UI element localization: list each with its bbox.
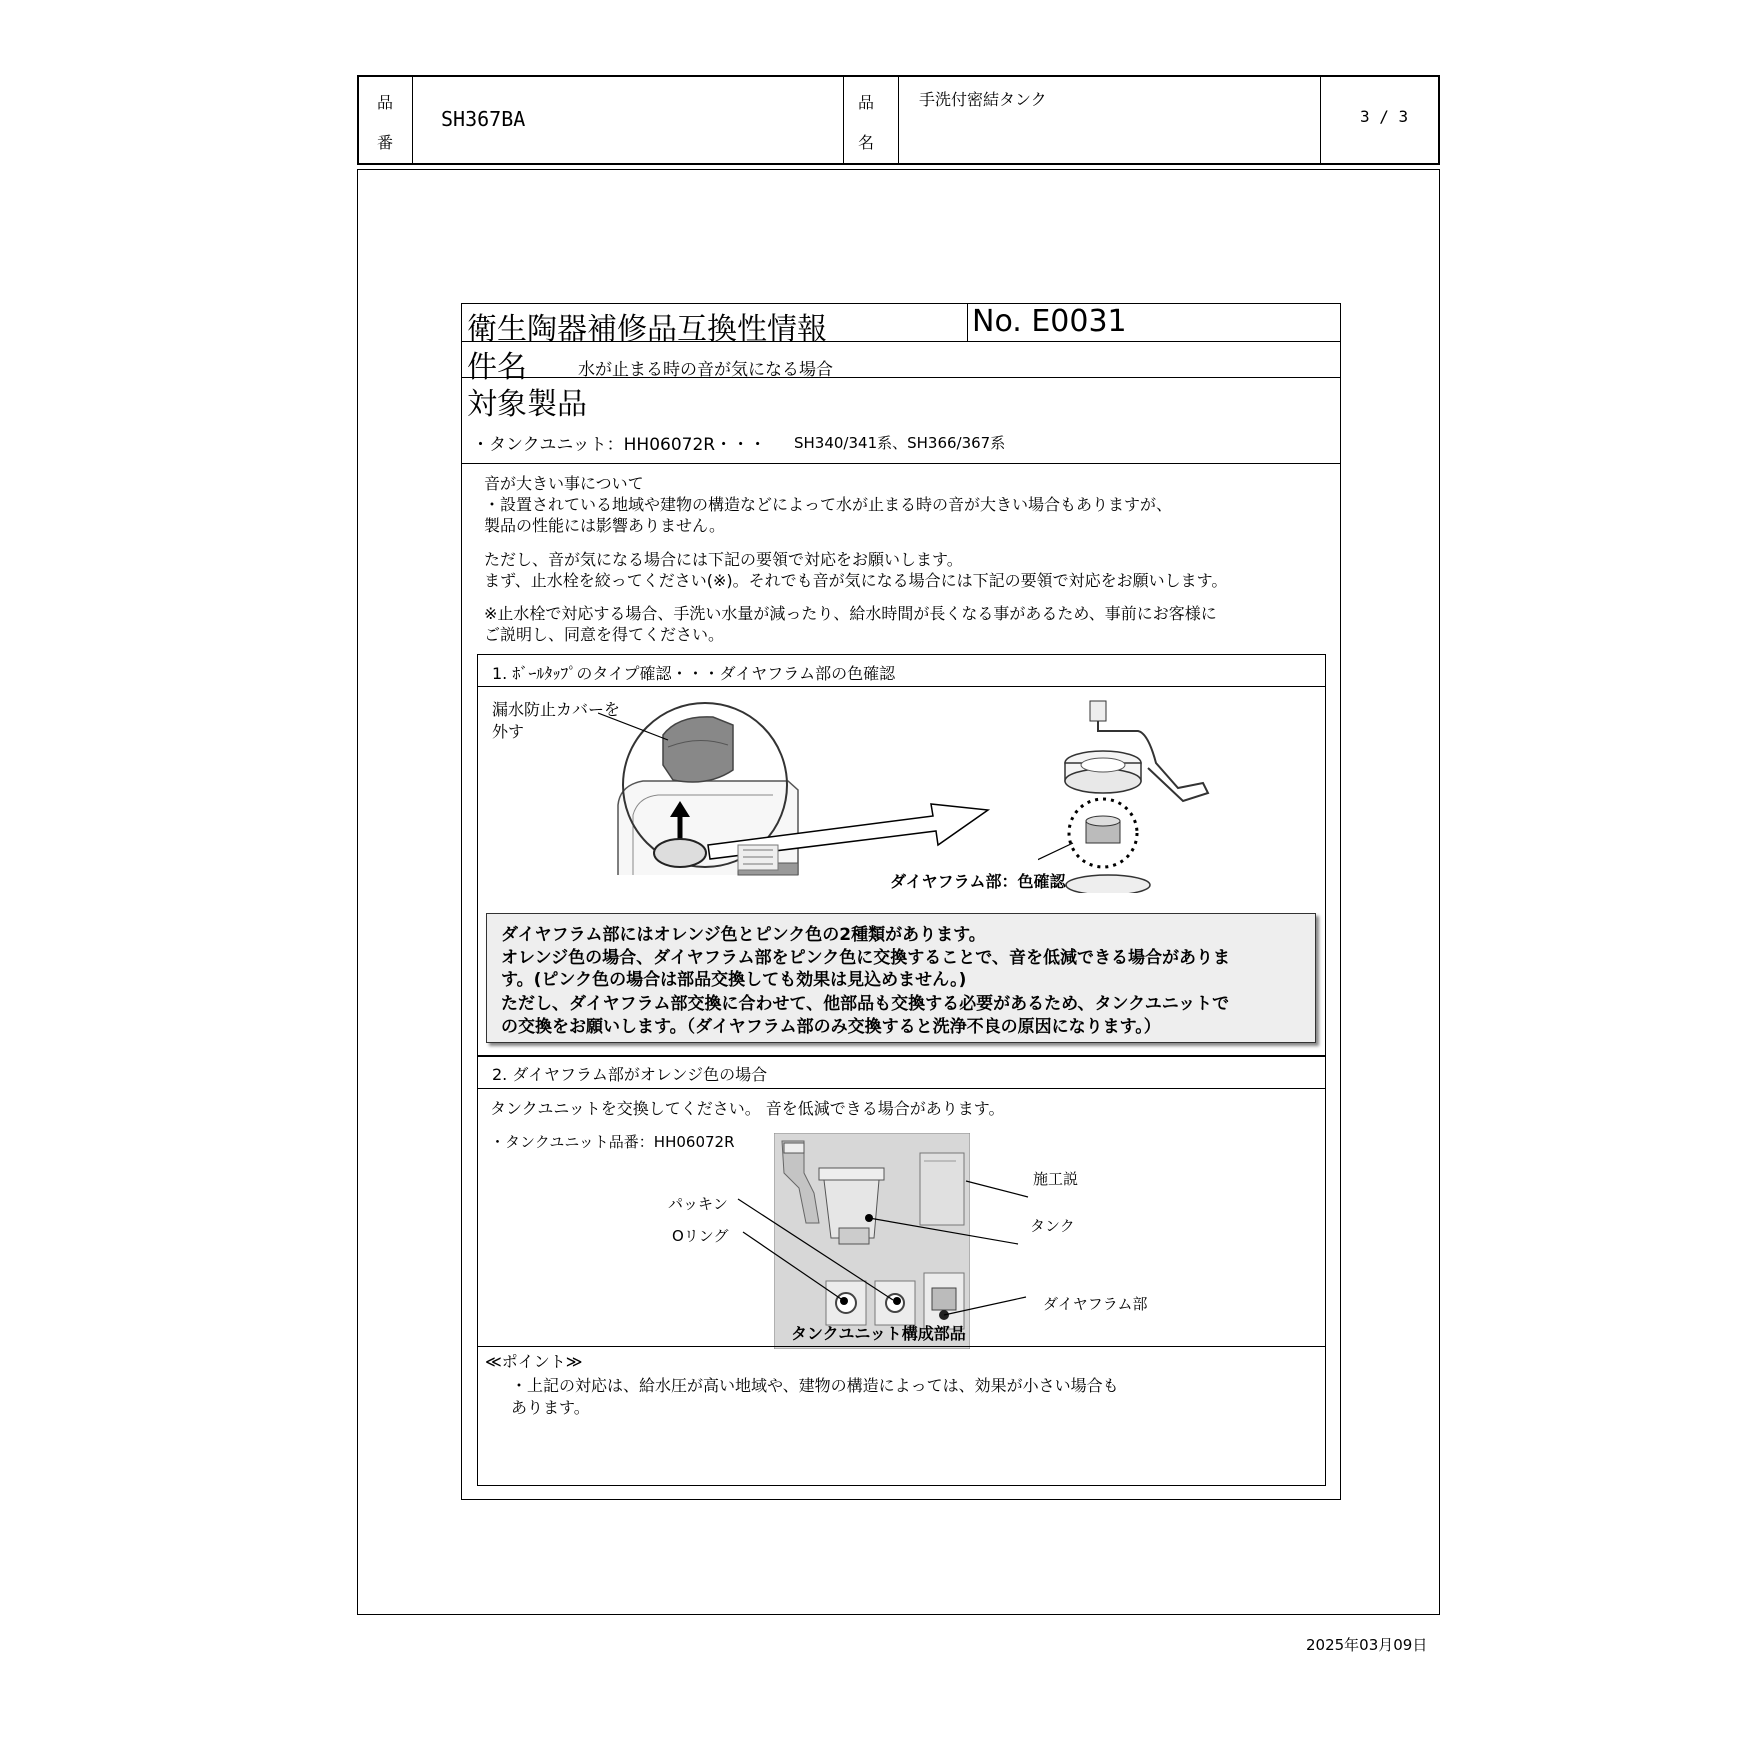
callout-line: ただし、ダイヤフラム部交換に合わせて、他部品も交換する必要があるため、タンクユニットで — [501, 994, 1230, 1014]
code-label-top: 品 — [376, 93, 393, 112]
intro-line: まず、止水栓を絞ってください(※)。それでも音が気になる場合には下記の要領で対応をお願いします。 — [484, 571, 1228, 590]
intro-line: ・設置されている地域や建物の構造などによって水が止まる時の音が大きい場合もありますが、 — [484, 495, 1173, 514]
intro-line: ただし、音が気になる場合には下記の要領で対応をお願いします。 — [484, 550, 963, 569]
subject-text: 水が止まる時の音が気になる場合 — [578, 360, 833, 380]
section-2-instruction: タンクユニットを交換してください。 音を低減できる場合があります。 — [490, 1099, 1005, 1118]
divider — [898, 77, 899, 163]
divider — [462, 463, 1340, 464]
point-line: あります。 — [511, 1398, 590, 1417]
cover-label: 漏水防止カバーを — [492, 700, 621, 719]
name-label-top: 品 — [857, 93, 874, 112]
target-line-b: SH340/341系、SH366/367系 — [794, 434, 1006, 452]
point-title: ≪ポイント≫ — [485, 1352, 583, 1371]
callout-line: す。(ピンク色の場合は部品交換しても効果は見込めません。) — [501, 970, 967, 990]
balltap-exploded-illustration — [1038, 693, 1238, 893]
parts-caption: タンクユニット構成部品 — [791, 1324, 966, 1343]
section-2 — [477, 1056, 1326, 1486]
parts-leader-lines — [478, 1057, 1327, 1487]
target-label: 対象製品 — [467, 387, 587, 422]
section-1-title: 1. ﾎﾞｰﾙﾀｯﾌﾟのタイプ確認・・・ダイヤフラム部の色確認 — [492, 664, 896, 683]
intro-line: ご説明し、同意を得てください。 — [484, 625, 725, 644]
footer-date: 2025年03月09日 — [1306, 1636, 1428, 1654]
section-1 — [477, 654, 1326, 1056]
divider — [967, 304, 968, 341]
subject-label: 件名 — [467, 350, 527, 385]
intro-line: 製品の性能には影響ありません。 — [484, 516, 725, 535]
tank-label: タンク — [1030, 1217, 1075, 1235]
target-line-a: ・タンクユニット：HH06072R・・・ — [472, 435, 767, 455]
product-code: SH367BA — [441, 107, 526, 131]
code-label-bottom: 番 — [376, 133, 393, 152]
packing-label: パッキン — [668, 1195, 728, 1213]
diaphragm-check-label: ダイヤフラム部：色確認 — [890, 872, 1066, 891]
name-label-bottom: 名 — [857, 133, 874, 152]
divider — [1320, 77, 1321, 163]
diaphragm-label: ダイヤフラム部 — [1043, 1295, 1148, 1313]
notice-box — [461, 303, 1341, 1500]
point-line: ・上記の対応は、給水圧が高い地域や、建物の構造によっては、効果が小さい場合も — [511, 1376, 1119, 1395]
cover-label: 外す — [492, 722, 525, 741]
product-name: 手洗付密結タンク — [919, 90, 1047, 109]
tank-illustration — [598, 695, 1028, 885]
divider — [478, 686, 1325, 687]
callout-line: ダイヤフラム部にはオレンジ色とピンク色の2種類があります。 — [501, 925, 986, 945]
page-indicator: 3 / 3 — [1360, 107, 1409, 126]
divider — [478, 1346, 1325, 1347]
tank-unit-number: ・タンクユニット品番：HH06072R — [490, 1133, 735, 1151]
intro-line: ※止水栓で対応する場合、手洗い水量が減ったり、給水時間が長くなる事があるため、事前にお客様に — [484, 604, 1217, 623]
section-2-title: 2. ダイヤフラム部がオレンジ色の場合 — [492, 1065, 768, 1084]
divider — [412, 77, 413, 163]
divider — [843, 77, 844, 163]
divider — [462, 341, 1340, 342]
divider — [462, 377, 1340, 378]
intro-line: 音が大きい事について — [484, 474, 644, 493]
oring-label: Oリング — [672, 1227, 729, 1245]
manual-label: 施工説 — [1033, 1170, 1079, 1188]
notice-number: No. E0031 — [972, 304, 1127, 339]
notice-title: 衛生陶器補修品互換性情報 — [467, 312, 827, 347]
callout-line: の交換をお願いします。（ダイヤフラム部のみ交換すると洗浄不良の原因になります。） — [501, 1017, 1161, 1037]
diaphragm-callout — [486, 913, 1316, 1043]
header-table — [357, 75, 1440, 165]
callout-line: オレンジ色の場合、ダイヤフラム部をピンク色に交換することで、音を低減できる場合がありま — [501, 948, 1230, 968]
